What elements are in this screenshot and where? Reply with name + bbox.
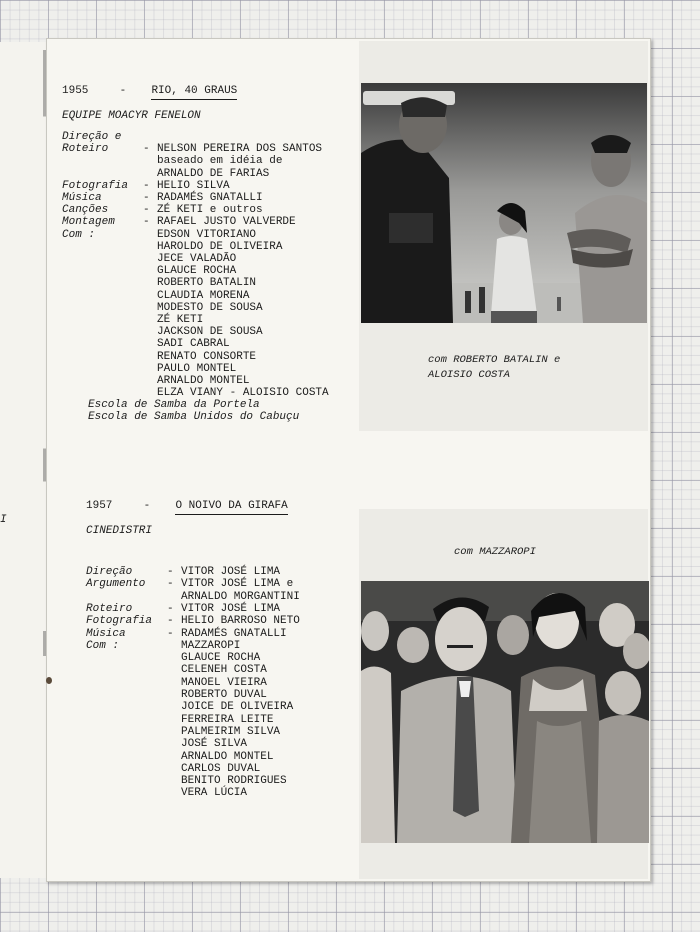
brochure-page — [46, 38, 651, 882]
film1-credit-dash: - — [143, 192, 150, 204]
film2-credit-dash: - — [167, 602, 174, 615]
film1-credit-name: EDSON VITORIANO — [157, 228, 257, 241]
film1-credit-name: RADAMÉS GNATALLI — [157, 192, 263, 204]
film1-credit-role: Música — [62, 192, 102, 204]
film1-credit-role: Fotografia — [62, 179, 129, 192]
film1-heading — [62, 85, 237, 100]
film1-title: RIO, 40 GRAUS — [151, 85, 237, 100]
film2-credit-role: Música — [86, 627, 126, 640]
film2-credit-name: ARNALDO MONTEL — [181, 750, 274, 763]
staple-hole — [46, 677, 52, 684]
film1-caption-line2: ALOISIO COSTA — [428, 369, 510, 381]
film1-separator: - — [119, 85, 127, 97]
film2-credit-role: Roteiro — [86, 602, 133, 615]
film1-credit-dash: - — [143, 143, 150, 156]
film2-credit-name: MAZZAROPI — [181, 639, 241, 652]
film2-credit-dash: - — [167, 615, 174, 628]
film2-credit-role: Com : — [86, 639, 120, 652]
film1-credit-name: CLAUDIA MORENA — [157, 289, 250, 302]
film1-photo-illustration — [361, 83, 647, 323]
film1-credit-name: HAROLDO DE OLIVEIRA — [157, 240, 283, 253]
film2-credit-name: VITOR JOSÉ LIMA e — [181, 578, 294, 591]
film1-extra-line: Escola de Samba Unidos do Cabuçu — [88, 411, 300, 424]
film2-credit-name: ROBERTO DUVAL — [181, 689, 267, 701]
film1-credit-role: Com : — [62, 228, 96, 241]
film1-credit-dash: - — [143, 204, 150, 217]
film1-still-photo — [361, 83, 647, 323]
film1-credit-name: RAFAEL JUSTO VALVERDE — [157, 216, 296, 229]
film2-credit-name: VITOR JOSÉ LIMA — [181, 566, 281, 578]
film2-still-photo — [361, 581, 649, 843]
film2-credit-name: CARLOS DUVAL — [181, 762, 261, 775]
film1-credit-role: Roteiro — [62, 143, 109, 156]
previous-page-edge — [0, 42, 47, 878]
film2-credit-name: CELENEH COSTA — [181, 664, 267, 677]
film2-credit-name: JOICE DE OLIVEIRA — [181, 701, 294, 714]
film1-producer: EQUIPE MOACYR FENELON — [62, 110, 201, 122]
film2-credit-name: VITOR JOSÉ LIMA — [181, 602, 281, 615]
film2-credit-name: VERA LÚCIA — [181, 787, 248, 800]
film1-credit-name: HELIO SILVA — [157, 179, 230, 192]
previous-page-letter: I — [0, 514, 7, 526]
film1-credit-name: ROBERTO BATALIN — [157, 277, 257, 290]
film1-credit-name: GLAUCE ROCHA — [157, 265, 237, 278]
film1-credit-dash: - — [143, 179, 150, 192]
film1-credit-name: ARNALDO DE FARIAS — [157, 167, 270, 180]
film1-credit-name: ARNALDO MONTEL — [157, 375, 250, 387]
film2-heading — [86, 500, 288, 515]
film1-credit-name: MODESTO DE SOUSA — [157, 301, 263, 314]
film2-credit-dash: - — [167, 578, 174, 591]
film1-extra-line: Escola de Samba da Portela — [88, 399, 260, 411]
film2-credit-role: Argumento — [86, 578, 146, 591]
film2-credit-role: Fotografia — [86, 615, 153, 628]
film2-photo-illustration — [361, 581, 649, 843]
film2-producer: CINEDISTRI — [86, 525, 153, 537]
film1-credit-name: PAULO MONTEL — [157, 362, 237, 375]
film2-credit-name: MANOEL VIEIRA — [181, 676, 267, 689]
film2-credit-dash: - — [167, 627, 174, 640]
film2-caption: com MAZZAROPI — [454, 546, 536, 558]
film1-credit-name: JACKSON DE SOUSA — [157, 326, 263, 339]
film1-credit-name: ELZA VIANY - ALOISIO COSTA — [157, 387, 329, 400]
film1-credit-role: Canções — [62, 204, 109, 217]
film2-credit-name: FERREIRA LEITE — [181, 713, 274, 726]
film2-credit-name: JOSÉ SILVA — [181, 738, 248, 751]
film1-credit-name: RENATO CONSORTE — [157, 350, 257, 363]
film2-year: 1957 — [86, 500, 113, 512]
film2-credit-name: RADAMÉS GNATALLI — [181, 627, 287, 640]
film1-credit-name: baseado em idéia de — [157, 155, 283, 168]
film1-credit-dash: - — [143, 216, 150, 229]
film1-credit-role: Direção e — [62, 131, 122, 143]
film2-separator: - — [143, 500, 151, 512]
film2-title: O NOIVO DA GIRAFA — [175, 500, 287, 515]
film2-credit-name: PALMEIRIM SILVA — [181, 725, 281, 738]
film1-year: 1955 — [62, 85, 89, 97]
film2-credit-name: BENITO RODRIGUES — [181, 775, 287, 788]
film2-credit-name: GLAUCE ROCHA — [181, 652, 261, 665]
film1-credit-name: NELSON PEREIRA DOS SANTOS — [157, 143, 323, 156]
film1-credit-name: SADI CABRAL — [157, 338, 230, 351]
film2-credit-role: Direção — [86, 566, 133, 578]
film1-credit-role: Montagem — [62, 216, 115, 229]
film1-caption-line1: com ROBERTO BATALIN e — [428, 354, 561, 366]
film2-credit-name: ARNALDO MORGANTINI — [181, 590, 300, 603]
film1-credit-name: ZÉ KETI — [157, 314, 204, 326]
film2-credit-name: HELIO BARROSO NETO — [181, 615, 300, 628]
film2-credit-dash: - — [167, 566, 174, 578]
film1-credit-name: JECE VALADÃO — [157, 253, 237, 265]
film1-credit-name: ZÉ KETI e outros — [157, 204, 263, 217]
